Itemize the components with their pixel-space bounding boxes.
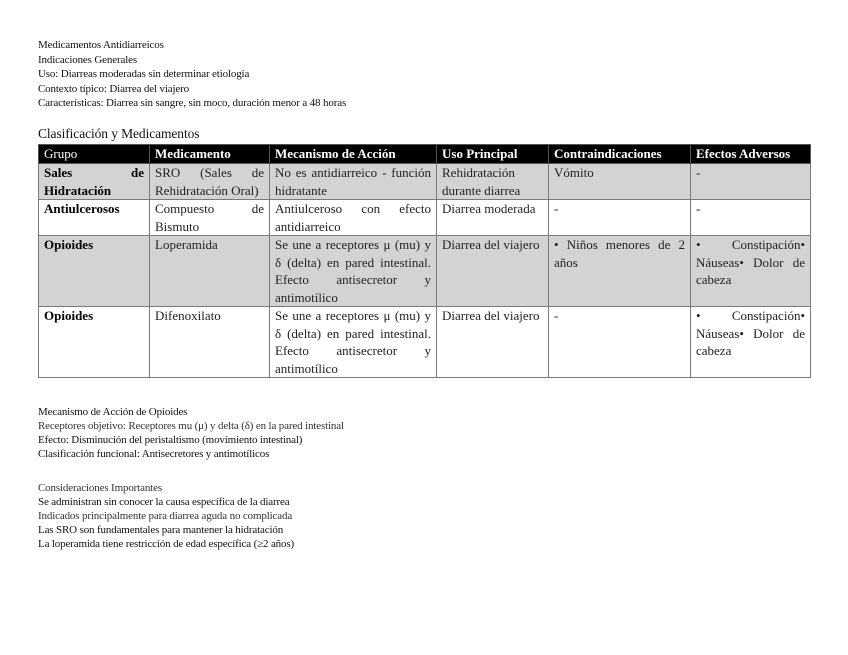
header-contraindicaciones: Contraindicaciones	[549, 145, 691, 164]
table-row	[39, 307, 811, 378]
cell-grupo: Sales de Hidratación	[39, 164, 150, 200]
consideraciones-section	[38, 481, 294, 551]
cell-medicamento: Loperamida	[150, 236, 270, 307]
mecanismo-section	[38, 405, 344, 461]
consideracion-item: La loperamida tiene restricción de edad específica (≥2 años)	[38, 538, 295, 550]
header-grupo: Grupo	[39, 145, 150, 164]
consideracion-item: Las SRO son fundamentales para mantener la hidratación	[38, 524, 284, 536]
document-title: Medicamentos Antidiarreicos	[38, 39, 164, 51]
cell-mecanismo: Antiulceroso con efecto antidiarreico	[270, 200, 437, 236]
table-row	[39, 164, 811, 200]
cell-mecanismo: Se une a receptores μ (mu) y δ (delta) en pared intestinal. Efecto antisecretor y antimotílico	[270, 307, 437, 378]
intro-section	[38, 38, 346, 111]
cell-grupo: Antiulcerosos	[39, 200, 150, 236]
table-header-row	[39, 145, 811, 164]
clasificacion-line: Clasificación funcional: Antisecretores y antimotílicos	[38, 448, 270, 460]
consideracion-item: Indicados principalmente para diarrea aguda no complicada	[38, 510, 293, 522]
header-medicamento: Medicamento	[150, 145, 270, 164]
cell-grupo: Opioides	[39, 236, 150, 307]
table-row	[39, 200, 811, 236]
medications-table	[38, 144, 811, 378]
consideraciones-title: Consideraciones Importantes	[38, 482, 162, 494]
header-uso: Uso Principal	[437, 145, 549, 164]
cell-contraindicaciones: -	[549, 307, 691, 378]
header-efectos: Efectos Adversos	[691, 145, 811, 164]
cell-medicamento: Difenoxilato	[150, 307, 270, 378]
header-mecanismo: Mecanismo de Acción	[270, 145, 437, 164]
cell-uso: Diarrea del viajero	[437, 236, 549, 307]
mecanismo-title: Mecanismo de Acción de Opioides	[38, 406, 188, 418]
cell-grupo: Opioides	[39, 307, 150, 378]
cell-uso: Rehidratación durante diarrea	[437, 164, 549, 200]
table-row	[39, 236, 811, 307]
cell-medicamento: SRO (Sales de Rehidratación Oral)	[150, 164, 270, 200]
cell-uso: Diarrea moderada	[437, 200, 549, 236]
cell-contraindicaciones: -	[549, 200, 691, 236]
cell-uso: Diarrea del viajero	[437, 307, 549, 378]
cell-contraindicaciones: • Niños menores de 2 años	[549, 236, 691, 307]
receptores-line: Receptores objetivo: Receptores mu (μ) y delta (δ) en la pared intestinal	[38, 420, 344, 432]
cell-efectos: • Constipación• Náuseas• Dolor de cabeza	[691, 307, 811, 378]
cell-medicamento: Compuesto de Bismuto	[150, 200, 270, 236]
cell-efectos: • Constipación• Náuseas• Dolor de cabeza	[691, 236, 811, 307]
consideracion-item: Se administran sin conocer la causa específica de la diarrea	[38, 496, 290, 508]
cell-mecanismo: No es antidiarreico - función hidratante	[270, 164, 437, 200]
table-caption: Clasificación y Medicamentos	[38, 126, 200, 141]
cell-efectos: -	[691, 164, 811, 200]
contexto-line: Contexto típico: Diarrea del viajero	[38, 82, 189, 95]
uso-line: Uso: Diarreas moderadas sin determinar etiología	[38, 68, 250, 80]
caracteristicas-line: Características: Diarrea sin sangre, sin moco, duración menor a 48 horas	[38, 97, 347, 109]
cell-contraindicaciones: Vómito	[549, 164, 691, 200]
cell-efectos: -	[691, 200, 811, 236]
efecto-line: Efecto: Disminución del peristaltismo (movimiento intestinal)	[38, 434, 303, 446]
section-heading-indicaciones: Indicaciones Generales	[38, 53, 138, 66]
cell-mecanismo: Se une a receptores μ (mu) y δ (delta) en pared intestinal. Efecto antisecretor y antimotílico	[270, 236, 437, 307]
